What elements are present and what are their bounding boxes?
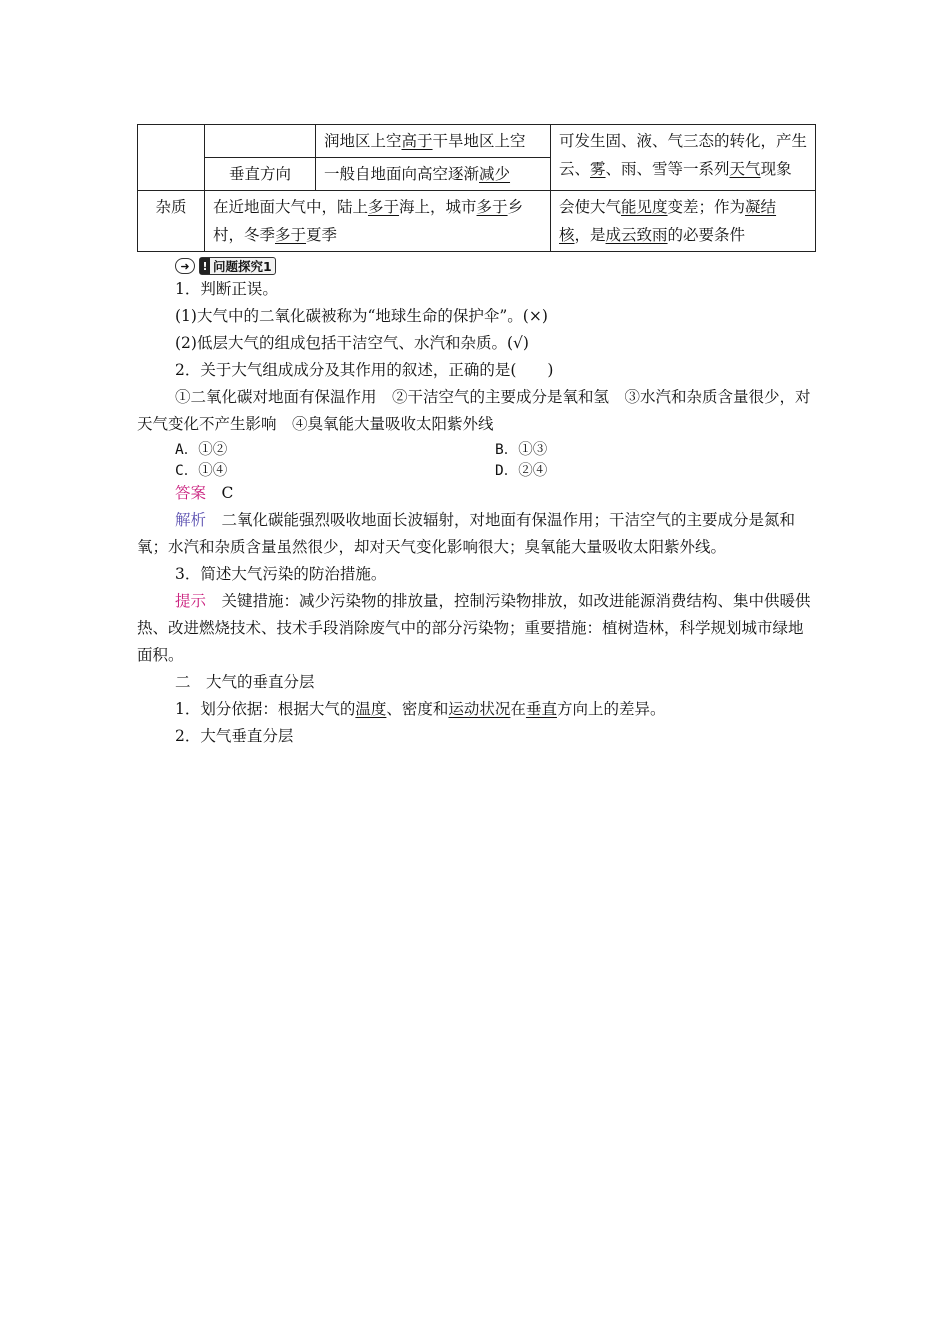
q3-title: 3．简述大气污染的防治措施。 — [175, 565, 387, 583]
table-cell-vapor-horizontal: 润地区上空高于干旱地区上空 — [316, 125, 551, 158]
q2-stem: ①二氧化碳对地面有保温作用 ②干洁空气的主要成分是氧和氢 ③水汽和杂质含量很少，对天气变化不产生影响 ④臭氧能大量吸收太阳紫外线 — [137, 388, 811, 433]
q2-option-b: B．①③ — [495, 442, 548, 458]
arrow-right-icon: ➜ — [175, 258, 195, 274]
analysis-label: 解析 — [175, 511, 207, 529]
q2-options-row-1 — [137, 438, 815, 459]
hint-label: 提示 — [175, 592, 207, 610]
section-badge-row — [175, 256, 815, 276]
section2-title: 二 大气的垂直分层 — [175, 673, 315, 691]
atmosphere-composition-table — [137, 124, 816, 252]
section2-layers: 2．大气垂直分层 — [175, 727, 294, 745]
q3-hint: 提示 关键措施：减少污染物的排放量，控制污染物排放，如改进能源消费结构、集中供暖供热、改进燃烧技术、技术手段消除废气中的部分污染物；重要措施：植树造林，科学规划城市绿地面积。 — [137, 592, 811, 664]
q2-option-a: A．①② — [175, 442, 228, 458]
table-cell-vertical-label: 垂直方向 — [205, 158, 316, 191]
q2-analysis: 解析 二氧化碳能强烈吸收地面长波辐射，对地面有保温作用；干洁空气的主要成分是氮和氧；水汽和杂质含量虽然很少，却对天气变化影响很大；臭氧能大量吸收太阳紫外线。 — [137, 511, 796, 556]
table-cell-impurity-label: 杂质 — [138, 191, 205, 252]
exclamation-icon: ! — [200, 258, 210, 274]
q1-item-2: (2)低层大气的组成包括干洁空气、水汽和杂质。(√) — [175, 334, 529, 352]
q2-options-row-2 — [137, 459, 815, 480]
table-cell-empty — [138, 125, 205, 191]
q1-item-1: (1)大气中的二氧化碳被称为“地球生命的保护伞”。(×) — [175, 307, 548, 325]
table-cell-empty — [205, 125, 316, 158]
table-cell-vapor-effect: 可发生固、液、气三态的转化，产生云、雾、雨、雪等一系列天气现象 — [551, 125, 816, 191]
q2-option-d: D．②④ — [495, 463, 548, 479]
q1-title: 1．判断正误。 — [175, 280, 278, 298]
section-badge: ! 问题探究1 — [199, 257, 276, 275]
table-cell-vertical-text: 一般自地面向高空逐渐减少 — [316, 158, 551, 191]
q2-title: 2．关于大气组成成分及其作用的叙述，正确的是( ) — [175, 361, 554, 379]
answer-label: 答案 — [175, 484, 207, 502]
section2-basis: 1．划分依据：根据大气的温度、密度和运动状况在垂直方向上的差异。 — [175, 700, 666, 718]
q2-answer: 答案 C — [175, 484, 234, 502]
table-cell-impurity-distribution: 在近地面大气中，陆上多于海上，城市多于乡村，冬季多于夏季 — [205, 191, 551, 252]
document-page — [137, 124, 815, 750]
table-cell-impurity-effect: 会使大气能见度变差；作为凝结核，是成云致雨的必要条件 — [551, 191, 816, 252]
q2-option-c: C．①④ — [175, 463, 228, 479]
